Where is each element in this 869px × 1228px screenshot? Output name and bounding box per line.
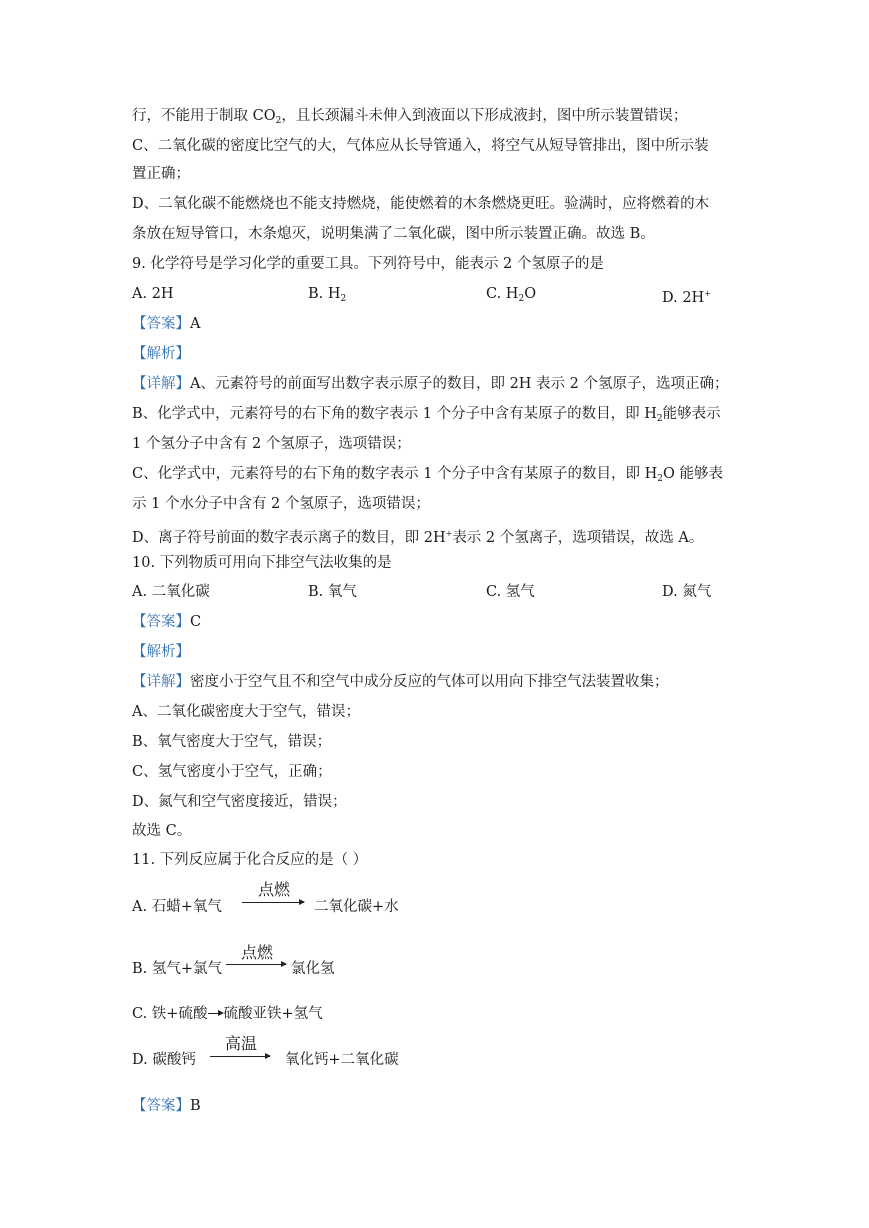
question-stem: 11. 下列反应属于化合反应的是（ ） <box>132 852 368 868</box>
arrow-icon <box>208 1013 222 1014</box>
paragraph-line: D、二氧化碳不能燃烧也不能支持燃烧，能使燃着的木条燃烧更旺。验满时，应将燃着的木 <box>132 196 710 212</box>
option-a-reactants: A. 石蜡+氧气 <box>132 899 222 915</box>
analysis-heading: 【解析】 <box>132 644 190 660</box>
option-d-products: 氧化钙+二氧化碳 <box>285 1052 399 1068</box>
answer-value: B <box>190 1098 201 1114</box>
answer-line <box>132 612 201 632</box>
question-stem: 9. 化学符号是学习化学的重要工具。下列符号中，能表示 2 个氢原子的是 <box>132 256 604 272</box>
reaction-arrow <box>210 1056 270 1057</box>
answer-line <box>132 1096 201 1116</box>
option-d: D. 氮气 <box>662 584 712 600</box>
answer-value: A <box>190 316 201 332</box>
detail-line: B、氧气密度大于空气，错误； <box>132 734 332 750</box>
detail-label: 【详解】 <box>132 376 190 392</box>
answer-label: 【答案】 <box>132 1098 190 1114</box>
detail-line: 【详解】密度小于空气且不和空气中成分反应的气体可以用向下排空气法装置收集； <box>132 674 669 690</box>
detail-line: B、化学式中，元素符号的右下角的数字表示 1 个分子中含有某原子的数目，即 $H_2$能够表示 <box>132 406 721 424</box>
paragraph-line: C、二氧化碳的密度比空气的大，气体应从长导管通入，将空气从短导管排出，图中所示装 <box>132 138 709 154</box>
paragraph-line: 置正确； <box>132 166 190 182</box>
question-stem: 10. 下列物质可用向下排空气法收集的是 <box>132 555 392 571</box>
option-d-reactants: D. 碳酸钙 <box>132 1052 196 1068</box>
detail-line: 【详解】A、元素符号的前面写出数字表示原子的数目，即 2H 表示 2 个氢原子，选项正确； <box>132 376 729 392</box>
answer-label: 【答案】 <box>132 316 190 332</box>
paragraph-line: 行，不能用于制取 $CO_2$，且长颈漏斗未伸入到液面以下形成液封，图中所示装置错误； <box>132 108 688 126</box>
detail-line: C、化学式中，元素符号的右下角的数字表示 1 个分子中含有某原子的数目，即 $H_2O$ 能够表 <box>132 466 724 484</box>
reaction-condition: 高温 <box>224 1034 257 1053</box>
analysis-heading: 【解析】 <box>132 346 190 362</box>
detail-line: A、二氧化碳密度大于空气，错误； <box>132 704 360 720</box>
detail-label: 【详解】 <box>132 674 190 690</box>
reaction-arrow <box>226 964 286 965</box>
option-b-reactants: B. 氢气+氯气 <box>132 961 223 977</box>
detail-line: D、离子符号前面的数字表示离子的数目，即 2H+表示 2 个氢离子，选项错误，故选 A。 <box>132 529 704 546</box>
detail-line: 1 个氢分子中含有 2 个氢原子，选项错误； <box>132 436 411 452</box>
option-c: C. 铁+硫酸 硫酸亚铁+氢气 <box>132 1006 323 1022</box>
option-c: C. 氢气 <box>486 584 535 600</box>
detail-line: C、氢气密度小于空气，正确； <box>132 764 332 780</box>
detail-line: D、氮气和空气密度接近，错误； <box>132 794 347 810</box>
option-c: C. $H_2O$ <box>486 286 537 304</box>
answer-label: 【答案】 <box>132 614 190 630</box>
reaction-condition: 点燃 <box>240 943 273 962</box>
option-b: B. $H_2$ <box>308 286 347 304</box>
answer-value: C <box>190 614 202 630</box>
option-a-products: 二氧化碳+水 <box>314 899 399 915</box>
answer-line <box>132 314 200 334</box>
option-b: B. 氧气 <box>308 584 357 600</box>
paragraph-line: 条放在短导管口，木条熄灭，说明集满了二氧化碳，图中所示装置正确。故选 B。 <box>132 226 655 242</box>
reaction-condition: 点燃 <box>257 880 290 899</box>
detail-line: 故选 C。 <box>132 823 192 839</box>
option-a: A. 2H <box>132 286 174 302</box>
option-b-products: 氯化氢 <box>291 961 335 977</box>
detail-line: 示 1 个水分子中含有 2 个氢原子，选项错误； <box>132 496 430 512</box>
reaction-arrow <box>242 902 304 903</box>
option-d: D. 2H+ <box>662 289 711 306</box>
option-a: A. 二氧化碳 <box>132 584 210 600</box>
